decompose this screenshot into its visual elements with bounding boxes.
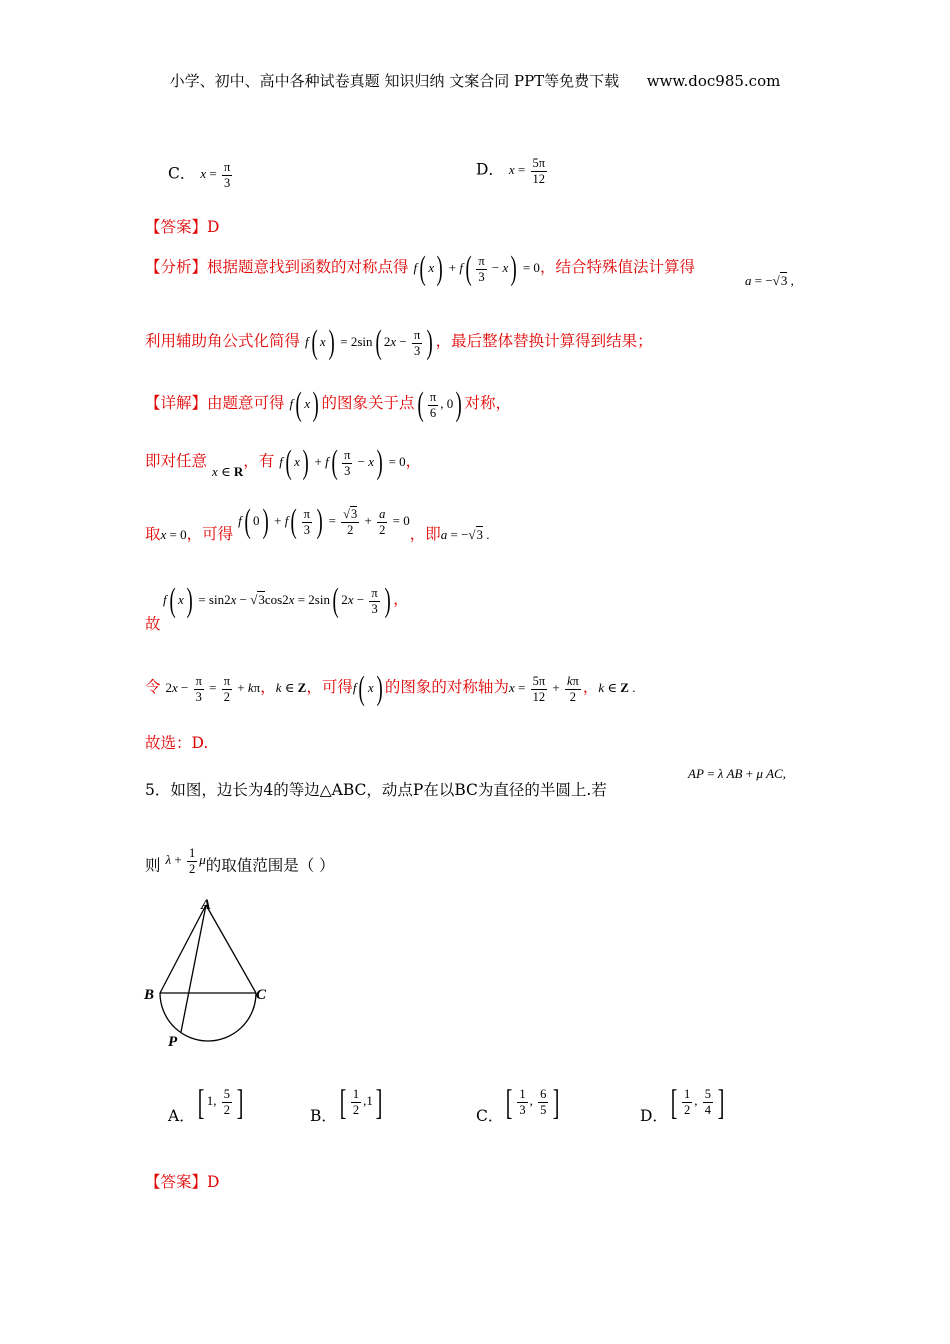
label-c: C [256,987,267,1003]
answer-tag: 【答案】 [145,1173,208,1191]
analysis-text: ，结合特殊值法计算得 [539,257,695,276]
analysis-text: 根据题意找到函数的对称点得 [207,257,409,276]
q5-vector-formula: AP = λ AB + μ AC, [688,766,786,781]
detail-formula-fx: f( x) [289,386,319,423]
option-label: C． [476,1106,504,1125]
q4-detail-line1 [145,388,511,422]
label-a: A [201,897,212,913]
detail-formula-simplify: f( x) = sin2x − √3cos2x = 2sin( 2x − $\frac{\pi}{3}$ ) [163,582,391,619]
label-b: B [144,987,155,1003]
detail-text: ， [393,589,409,608]
q4-option-d [476,156,549,187]
detail-formula-x0: x = 0 [160,526,187,542]
q4-detail-line6 [145,731,208,753]
analysis-text: 利用辅助角公式化简得 [145,331,301,350]
option-label: D． [640,1106,668,1125]
q4-analysis-line1 [145,252,695,286]
analysis-text: ，最后整体替换计算得到结果； [435,331,653,350]
detail-text: ，有 [243,451,275,470]
header-site: www.doc985.com [646,72,781,90]
detail-text: ， [405,451,422,470]
q5-lambda-mu-formula: λ + 1 2 μ [165,846,206,876]
label-p: P [168,1034,178,1050]
detail-formula-k: 2x − $\frac{\pi}{3}$ = $\frac{\pi}{2}$ + kπ [165,673,261,704]
detail-text: ，可得 [186,524,234,543]
detail-text: 对称， [464,393,512,412]
q4-detail-line4 [163,584,409,618]
detail-text: ， [260,677,276,696]
detail-formula-point: ( $\frac{\pi}{6}$ , 0) [417,386,462,423]
q5-option-a [168,1082,246,1125]
detail-formula-xr: x ∈ R [211,463,244,479]
q4-detail-line5 [145,672,635,706]
detail-tag: 【详解】 [145,393,208,412]
answer-value: D [207,1173,220,1191]
q5-option-c [476,1082,562,1125]
option-label: B． [310,1106,337,1125]
q4-option-c [168,160,234,191]
question-text: 如图，边长为4的等边△ABC，动点P在以BC为直径的半圆上.若 [170,781,607,799]
answer-tag: 【答案】 [145,218,208,236]
option-d-formula: x = $\frac{5\pi}{12}$ [508,156,546,186]
q5-answer [145,1170,219,1192]
detail-formula-kz2: k ∈ Z . [598,679,636,695]
q4-answer [145,215,219,237]
analysis-formula-2: a = −√3 , [745,273,794,288]
detail-text: ，可得 [306,677,353,696]
segment-ac [206,905,256,993]
detail-formula-kz: k ∈ Z [275,679,307,695]
detail-text: 的图象的对称轴为 [384,677,509,696]
detail-text: 的图象关于点 [321,393,415,412]
q5-option-b [310,1082,385,1125]
q4-detail-line2 [145,446,421,480]
question-number: 5． [145,781,171,799]
q5-question-line1 [145,778,607,800]
detail-text: 故选：D. [145,734,209,752]
header-text: 小学、初中、高中各种试卷真题 知识归纳 文案合同 PPT等免费下载 [169,72,620,90]
option-label: C． [168,164,196,183]
q4-detail-line3 [145,503,490,543]
question-text: 则 [145,856,161,875]
q5-question-line2 [145,846,335,883]
option-a-interval: [ 1, $\frac{5}{2}$ ] [197,1082,244,1122]
q5-figure [140,892,280,1052]
q4-analysis-line2 [145,326,653,360]
page-header [0,70,950,91]
answer-value: D [207,218,220,236]
question-text: 的取值范围是（ ） [205,856,335,875]
detail-text: ， [582,677,599,696]
option-c-formula: x = $\frac{\pi}{3}$ [200,160,231,190]
detail-formula-axis: x = $\frac{5\pi}{12}$ + $\frac{k\pi}{2}$ [508,673,579,704]
detail-text: 故 [145,615,161,633]
detail-formula-fx2: f( x) [352,670,383,707]
segment-ap [181,905,206,1032]
detail-text: ，即 [409,524,441,543]
option-b-interval: [ $\frac{1}{2}$ ,1] [339,1082,383,1122]
segment-ab [160,905,206,993]
q5-option-d [640,1082,727,1125]
analysis-tag: 【分析】 [145,257,208,276]
analysis-formula-1: f( x) + f( $\frac{\pi}{3}$ − x) = 0 [413,250,540,287]
detail-text: 由题意可得 [207,393,285,412]
detail-formula-eval: f( 0) + f( $\frac{\pi}{3}$ ) = $\frac{√3}{2}$ + $\frac{a}{2}$ = 0 [238,503,410,540]
option-d-interval: [ $\frac{1}{2}$ , $\frac{5}{4}$ ] [670,1082,725,1122]
analysis-formula-3: f( x) = 2sin( 2x − $\frac{\pi}{3}$ ) [304,324,434,361]
q4-detail-line4-label [145,612,161,634]
option-label: A． [168,1106,195,1125]
detail-formula-a: a = −√3 . [440,526,490,542]
detail-text: 令 [145,677,161,696]
option-c-interval: [ $\frac{1}{3}$ , $\frac{6}{5}$ ] [506,1082,560,1122]
option-label: D． [476,160,504,179]
detail-formula-sym: f( x) + f( $\frac{\pi}{3}$ − x) = 0 [279,444,406,481]
detail-text: 即对任意 [145,451,208,470]
detail-text: 取 [145,524,161,543]
